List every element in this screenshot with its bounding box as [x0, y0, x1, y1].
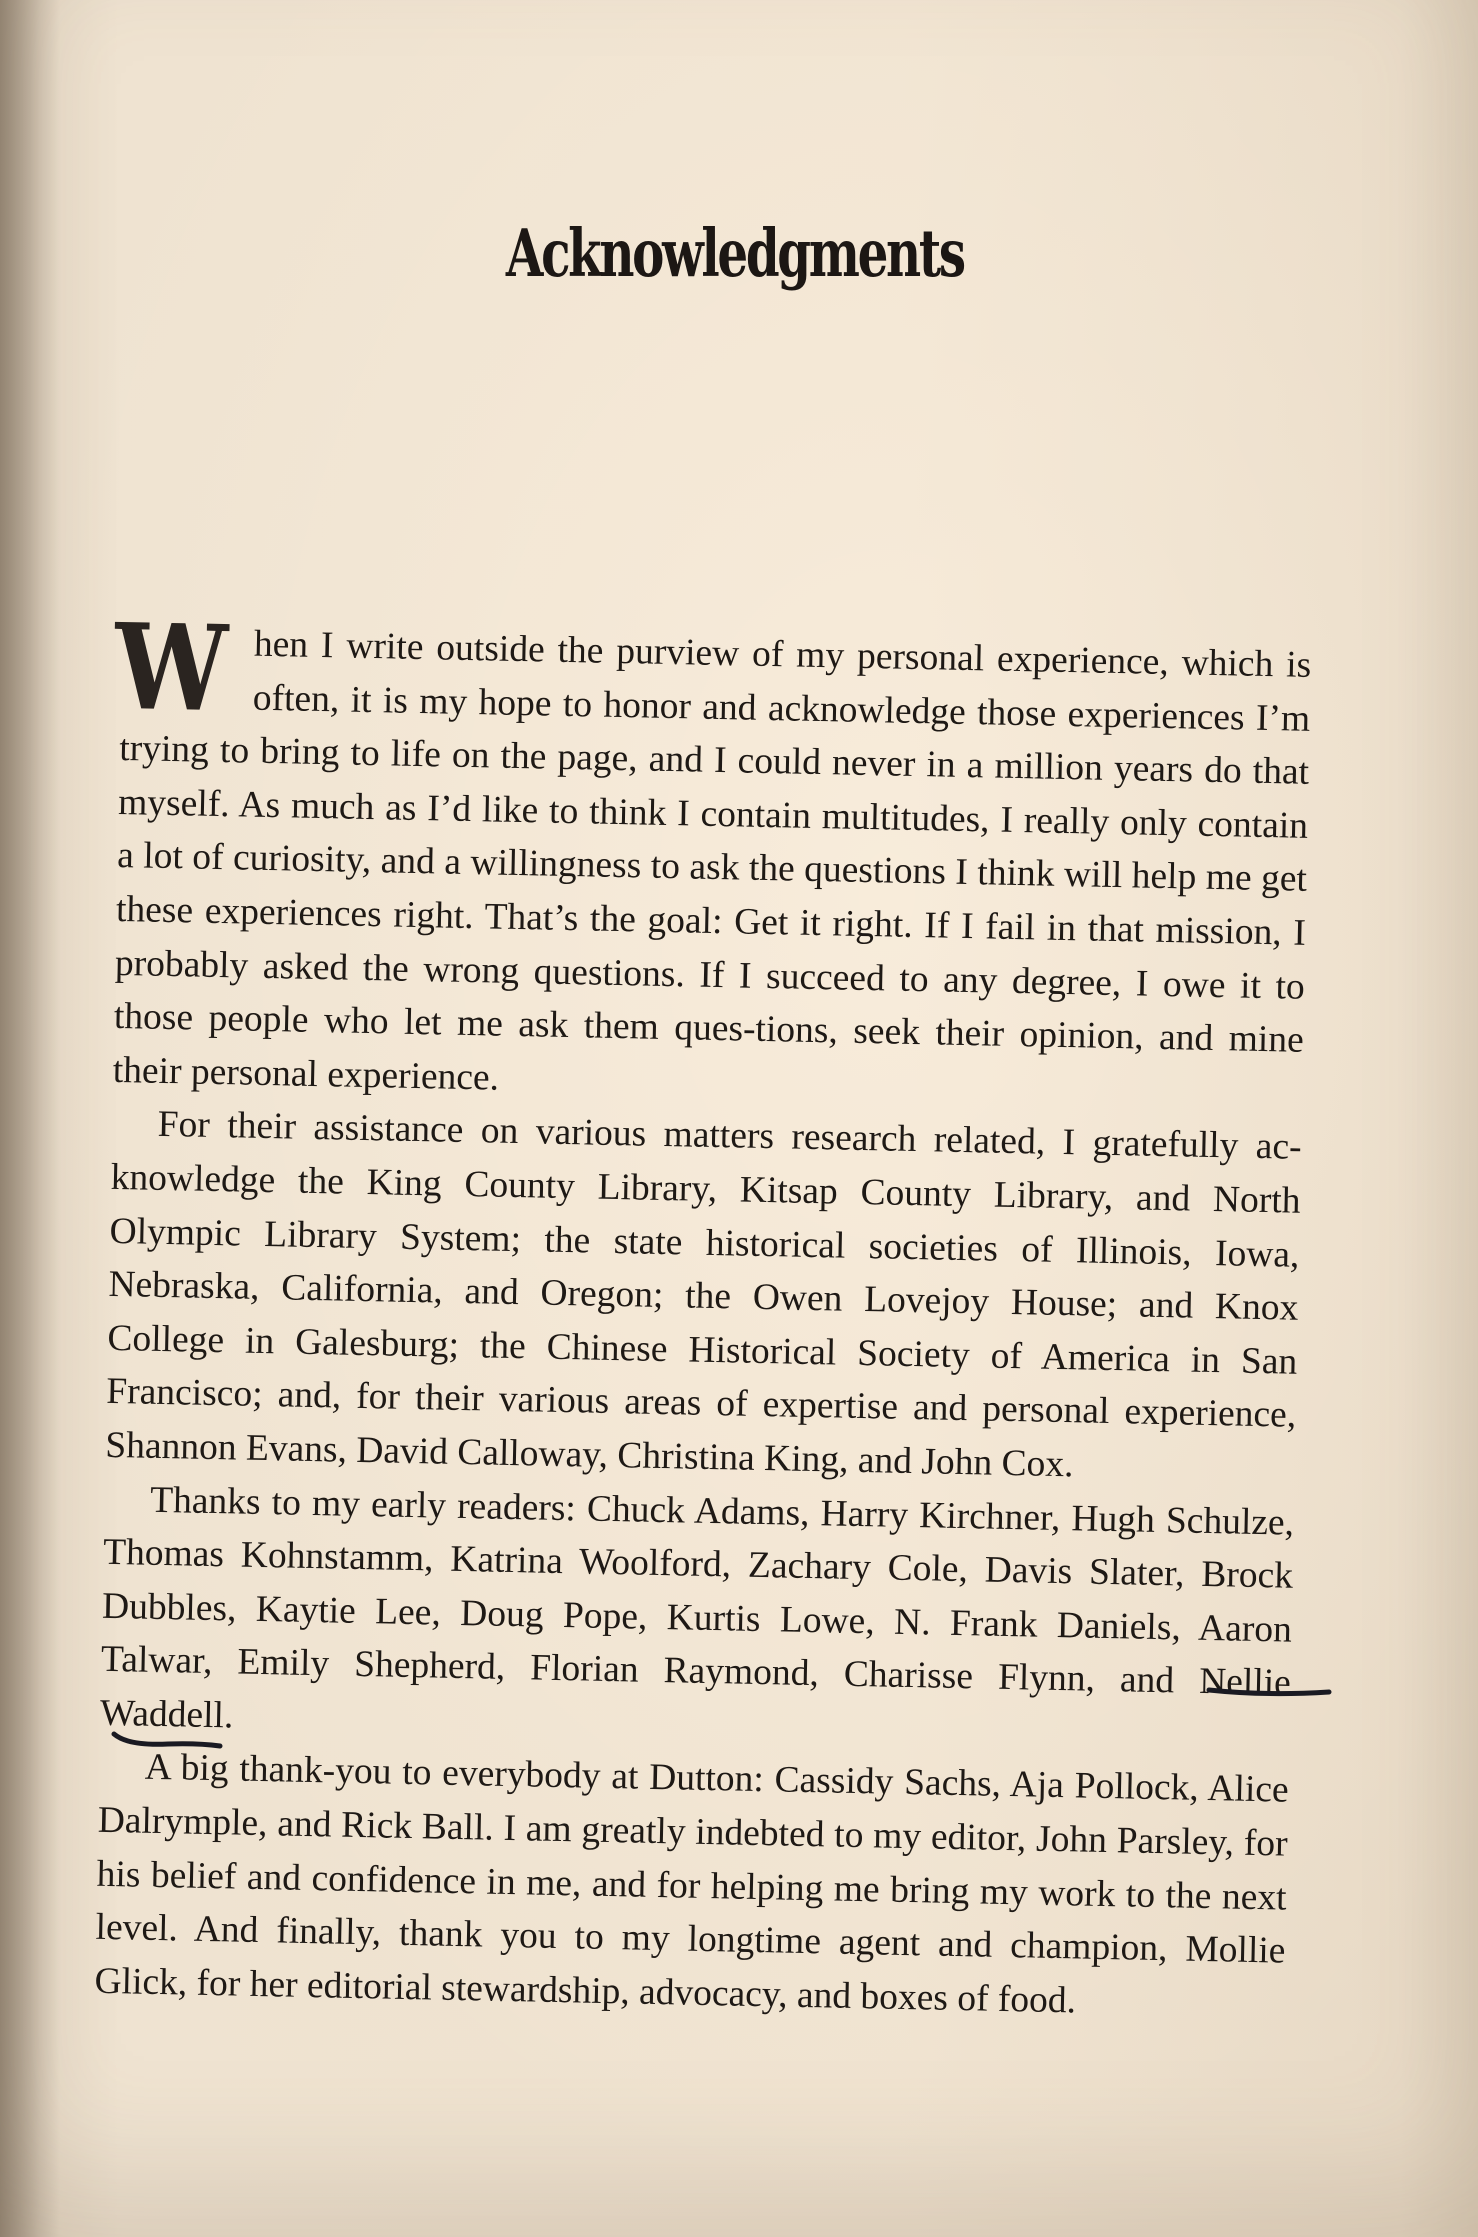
- page-heading: Acknowledgments: [505, 215, 964, 292]
- paragraph-1-text: hen I write outside the purview of my personal experience, which is often, it is my hope to honor and acknowledge those experiences I’m trying to bring to life on the page, and I could never in a million years do that myself. As much as I’d like to think I contain multitudes, I really only contain a lot of curiosity, and a willingness to ask the questions I think will help me get these experiences right. That’s the goal: Get it right. If I fail in that mission, I probably asked the wrong questions. If I succeed to any degree, I owe it to those people who let me ask them ques-tions, seek their opinion, and mine their personal experience.: [112, 623, 1312, 1099]
- paragraph-3: Thanks to my early readers: Chuck Adams, Harry Kirchner, Hugh Schulze, Thomas Kohnstamm, Katrina Woolford, Zachary Cole, Davis Slater, Brock Dubbles, Kaytie Lee, Doug Pope, Kurtis Lowe, N. Frank Daniels, Aaron Talwar, Emily Shepherd, Florian Raymond, Charisse Flynn, and Nellie Waddell.: [99, 1479, 1295, 1737]
- paragraph-2: For their assistance on various matters research related, I gratefully ac-knowledge the King County Library, Kitsap County Library, and North Olympic Library System; the state historical societies of Illinois, Iowa, Nebraska, California, and Oregon; the Owen Lovejoy House; and Knox College in Galesburg; the Chinese Historical Society of America in San Francisco; and, for their various areas of expertise and personal experience, Shannon Evans, David Calloway, Christina King, and John Cox.: [104, 1104, 1302, 1486]
- gutter-shadow: [0, 0, 60, 2237]
- paragraph-4: A big thank-you to everybody at Dutton: Cassidy Sachs, Aja Pollock, Alice Dalrymple, and Rick Ball. I am greatly indebted to my editor, John Parsley, for his belief and confidence in me, and for helping me bring my work to the next level. And finally, thank you to my longtime agent and champion, Mollie Glick, for her editorial stewardship, advocacy, and boxes of food.: [94, 1747, 1290, 2022]
- drop-cap-letter: W: [113, 596, 226, 739]
- paragraph-1: [112, 596, 1312, 1121]
- acknowledgments-body: [94, 596, 1312, 2032]
